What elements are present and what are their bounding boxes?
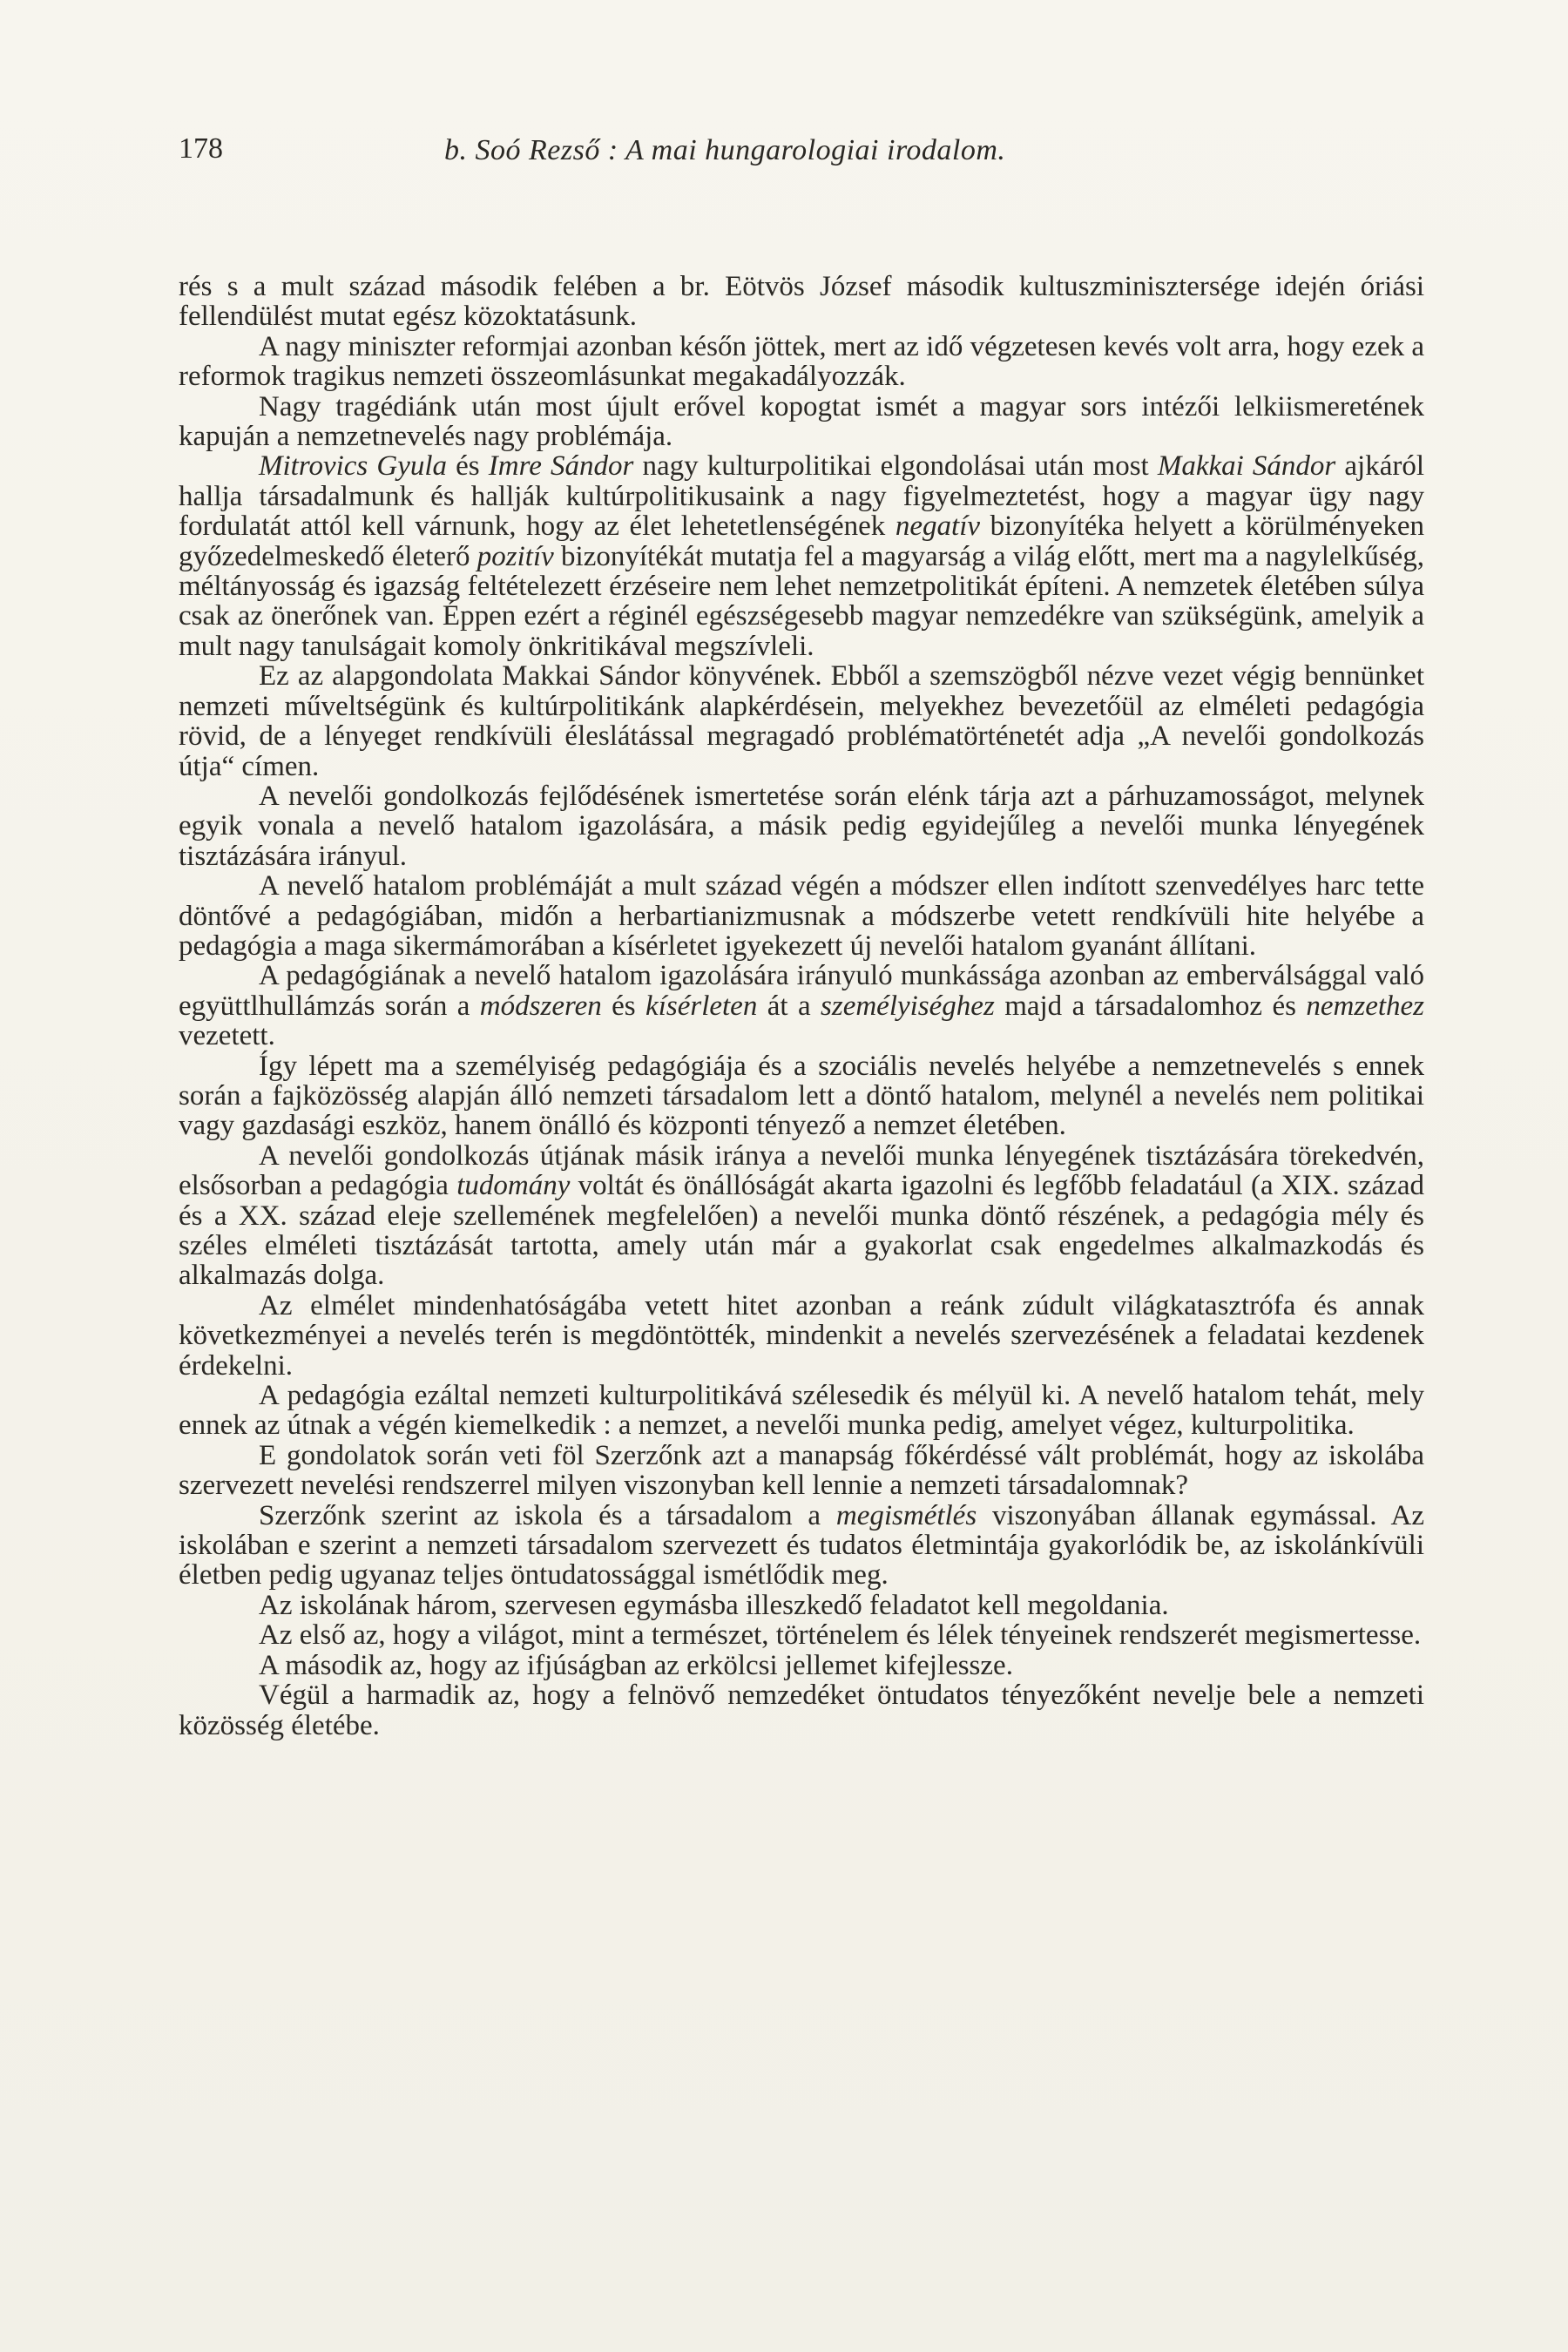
emphasis-text: személyiséghez bbox=[821, 990, 995, 1022]
paragraph-text: viszonyában állanak egymással. Az iskolában e szerint a nemzeti társadalom szervezett és tudatos életmintája gyakorlódik be, az iskolánkívüli életben pedig ugyanaz teljes öntudatossággal ismétlődik meg. bbox=[179, 1499, 1424, 1592]
paragraph-text: Az iskolának három, szervesen egymásba illeszkedő feladatot kell megoldania. bbox=[259, 1589, 1169, 1621]
page-number: 178 bbox=[179, 132, 223, 165]
paragraph-text: Végül a harmadik az, hogy a felnövő nemzedéket öntudatos tényezőként nevelje bele a nemzeti közösség életébe. bbox=[179, 1680, 1424, 1741]
paragraph bbox=[179, 871, 1424, 961]
paragraph-text: vezetett. bbox=[179, 1020, 275, 1052]
paragraph bbox=[179, 781, 1424, 871]
paragraph bbox=[179, 1651, 1424, 1680]
paragraph-text: és bbox=[601, 990, 646, 1022]
page-header bbox=[179, 132, 1424, 185]
paragraph-text: majd a társadalomhoz és bbox=[994, 990, 1307, 1022]
paragraph-text: E gondolatok során veti föl Szerzőnk azt a manapság főkérdéssé vált problémát, hogy az iskolába szervezett nevelési rendszerrel milyen viszonyban kell lennie a nemzeti társadalomnak? bbox=[179, 1439, 1424, 1502]
emphasis-text: Mitrovics Gyula bbox=[259, 450, 448, 483]
paragraph bbox=[179, 451, 1424, 661]
emphasis-text: tudomány bbox=[456, 1170, 571, 1202]
paragraph bbox=[179, 392, 1424, 452]
emphasis-text: nemzethez bbox=[1306, 990, 1425, 1022]
paragraph-text: Szerzőnk szerint az iskola és a társadalom a bbox=[259, 1499, 836, 1531]
paragraph-text: Így lépett ma a személyiség pedagógiája és a szociális nevelés helyébe a nemzetnevelés s ennek során a fajközösség alapján álló nemzeti társadalom lett a döntő hatalom, melynél a nevelés nem politikai vagy gazdasági eszköz, hanem önálló és központi tényező a nemzet életében. bbox=[179, 1050, 1424, 1142]
paragraph-text: rés s a mult század második felében a br. Eötvös József második kultuszminisztersége idején óriási fellendülést mutat egész közoktatásunk. bbox=[179, 271, 1424, 333]
emphasis-text: módszeren bbox=[479, 990, 602, 1022]
paragraph-text: A nevelő hatalom problémáját a mult század végén a módszer ellen indított szenvedélyes harc tette döntővé a pedagógiában, midőn a herbartianizmusnak a módszerbe vetett rendkívüli hite helyébe a pedagógia a maga sikermámorában a kísérletet igyekezett új nevelői hatalom gyanánt állítani. bbox=[179, 870, 1424, 962]
body-text bbox=[179, 272, 1424, 1740]
paragraph bbox=[179, 332, 1424, 392]
emphasis-text: kísérleten bbox=[645, 990, 758, 1022]
paragraph bbox=[179, 1620, 1424, 1650]
paragraph bbox=[179, 1291, 1424, 1381]
paragraph bbox=[179, 961, 1424, 1051]
paragraph bbox=[179, 1501, 1424, 1591]
emphasis-text: negatív bbox=[895, 510, 981, 543]
emphasis-text: Imre Sándor bbox=[488, 450, 634, 483]
paragraph-text: A második az, hogy az ifjúságban az erkölcsi jellemet kifejlessze. bbox=[259, 1649, 1013, 1681]
paragraph bbox=[179, 1441, 1424, 1501]
paragraph bbox=[179, 1141, 1424, 1291]
paragraph-text: Az elmélet mindenhatóságába vetett hitet azonban a reánk zúdult világkatasztrófa és annak következményei a nevelés terén is megdöntötték, mindenkit a nevelés szervezésének a feladatai kezdenek érdekelni. bbox=[179, 1289, 1424, 1382]
emphasis-text: megismétlés bbox=[835, 1499, 977, 1531]
paragraph bbox=[179, 661, 1424, 781]
paragraph bbox=[179, 1381, 1424, 1441]
paragraph-text: A nagy miniszter reformjai azonban későn jöttek, mert az idő végzetesen kevés volt arra, hogy ezek a reformok tragikus nemzeti összeomlásunkat megakadályozzák. bbox=[179, 330, 1424, 393]
paragraph-text: nagy kulturpolitikai elgondolásai után most bbox=[633, 450, 1158, 483]
paragraph-text: A pedagógiának a nevelő hatalom igazolására irányuló munkássága azonban az emberválsággal való együttlhullámzás során a bbox=[179, 960, 1424, 1022]
paragraph bbox=[179, 1680, 1424, 1740]
paragraph-text: voltát és önállóságát akarta igazolni és legfőbb feladatául (a XIX. század és a XX. század eleje szellemének megfelelően) a nevelői munka döntő részének, a pedagógia mély és széles elméleti tisztázását tartotta, amely után már a gyakorlat csak engedelmes alkalmazkodás és alkalmazás dolga. bbox=[179, 1170, 1424, 1292]
paragraph-text: Ez az alapgondolata Makkai Sándor könyvének. Ebből a szemszögből nézve vezet végig bennünket nemzeti műveltségünk és kultúrpolitikánk alapkérdésein, melyekhez bevezetőül az elméleti pedagógia rövid, de a lényeget rendkívüli éleslátással megragadó problématörténetét adja „A nevelői gondolkozás útja“ címen. bbox=[179, 660, 1424, 782]
paragraph-text: bizonyítéka helyett a körülményeken győzedelmeskedő életerő bbox=[179, 510, 1424, 572]
paragraph-text: Nagy tragédiánk után most újult erővel kopogtat ismét a magyar sors intézői lelkiismeretének kapuján a nemzetnevelés nagy problémája. bbox=[179, 390, 1424, 453]
paragraph-text: A nevelői gondolkozás útjának másik iránya a nevelői munka lényegének tisztázására törekedvén, elsősorban a pedagógia bbox=[179, 1139, 1424, 1202]
paragraph-text: ajkáról hallja társadalmunk és hallják kultúrpolitikusaink a nagy figyelmeztetést, hogy a magyar ügy nagy fordulatát attól kell várnunk, hogy az élet lehetetlenségének bbox=[179, 450, 1425, 543]
paragraph-text: A pedagógia ezáltal nemzeti kulturpolitikává szélesedik és mélyül ki. A nevelő hatalom tehát, mely ennek az útnak a végén kiemelkedik : a nemzet, a nevelői munka pedig, amelyet végez, kulturpolitika. bbox=[179, 1380, 1424, 1442]
emphasis-text: pozitív bbox=[476, 540, 554, 572]
paragraph-text: át a bbox=[757, 990, 821, 1022]
paragraph-text: bizonyítékát mutatja fel a magyarság a világ előtt, mert ma a nagylelkűség, méltányosság és igazság feltételezett érzéseire nem lehet nemzetpolitikát építeni. A nemzetek életében súlya csak az önerőnek van. Éppen ezért a réginél egészségesebb magyar nemzedékre van szükségünk, amelyik a mult nagy tanulságait komoly önkritikával megszívleli. bbox=[179, 540, 1424, 662]
paragraph bbox=[179, 1051, 1424, 1141]
paragraph-text: A nevelői gondolkozás fejlődésének ismertetése során elénk tárja azt a párhuzamosságot, melynek egyik vonala a nevelő hatalom igazolására, a másik pedig egyidejűleg a nevelői munka lényegének tisztázására irányul. bbox=[179, 780, 1424, 872]
running-head: b. Soó Rezső : A mai hungarologiai irodalom. bbox=[444, 134, 1006, 166]
paragraph bbox=[179, 1591, 1424, 1620]
emphasis-text: Makkai Sándor bbox=[1157, 450, 1336, 483]
paragraph-text: és bbox=[447, 450, 489, 483]
paragraph-text: Az első az, hogy a világot, mint a természet, történelem és lélek tényeinek rendszerét megismertesse. bbox=[259, 1619, 1422, 1652]
paragraph bbox=[179, 272, 1424, 332]
